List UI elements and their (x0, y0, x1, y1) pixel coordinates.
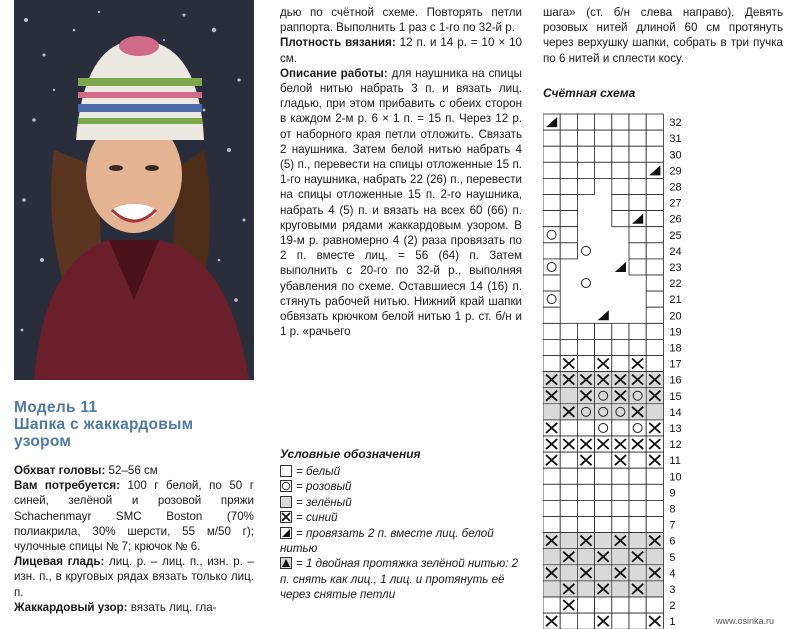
chart-cell (646, 500, 663, 516)
chart-row-number: 29 (669, 165, 682, 178)
chart-cell (543, 259, 560, 275)
legend-k2tog-label: = провязать 2 п. вместе лиц. белой нитью (280, 526, 494, 556)
chart-cell (646, 275, 663, 291)
chart-cell (543, 597, 560, 613)
need-text: 100 г белой, по 50 г синей, зелёной и розовой пряжи Schachenmayr SMC Boston (70% полиакрила, 30% шерсти, 55 м/50 г); чулочные спицы № 7; крючок № 6. (14, 479, 254, 554)
chart-circle-mark (582, 246, 591, 255)
chart-row-number: 11 (669, 455, 681, 468)
chart-cell-grey (612, 581, 628, 596)
chart-cell (560, 227, 577, 243)
left-text-column (14, 463, 254, 615)
chart-cell (577, 484, 594, 500)
chart-cell (612, 195, 629, 211)
chart-row-number: 23 (669, 262, 682, 274)
middle-text-column (280, 5, 522, 339)
chart-cell (646, 195, 663, 211)
chart-cell (560, 146, 577, 162)
chart-cell (612, 484, 629, 500)
chart-row-number: 25 (669, 229, 682, 242)
chart-row-number: 4 (669, 567, 676, 580)
chart-cell-grey (561, 388, 577, 403)
chart-cell (543, 114, 560, 130)
right-cont-text: шага» (ст. б/н слева направо). Девять розовых нитей длиной 60 см протянуть через верхушку шапки, собрать в три пучка по 6 нитей и сплести косу. (543, 6, 783, 65)
legend-green-label: = зелёный (296, 495, 352, 509)
cross-swatch-icon (280, 511, 292, 523)
chart-row-number: 15 (669, 390, 682, 403)
chart-cell (629, 114, 646, 130)
chart-cell (595, 114, 612, 130)
chart-cell (560, 211, 577, 227)
chart-cell (595, 597, 612, 613)
chart-cell (612, 211, 629, 227)
chart-row-number: 26 (669, 213, 682, 226)
knitting-chart (543, 112, 738, 629)
chart-cell (629, 323, 646, 339)
chart-cell (612, 517, 629, 533)
glad-label: Лицевая гладь: (14, 555, 105, 569)
chart-cell (612, 339, 629, 355)
chart-cell (629, 243, 646, 259)
chart-cell (612, 323, 629, 339)
chart-cell (543, 162, 560, 178)
chart-cell (560, 517, 577, 533)
chart-cell-grey (561, 565, 577, 580)
chart-cell (629, 339, 646, 355)
density-label: Плотность вязания: (280, 36, 396, 50)
chart-triangle-mark (598, 310, 609, 320)
chart-cell-grey (561, 533, 577, 548)
chart-cell-grey (630, 533, 646, 548)
chart-cell (560, 339, 577, 355)
chart-cell (612, 178, 629, 194)
chart-cell (646, 468, 663, 484)
need-label: Вам потребуется: (14, 479, 120, 493)
chart-cell (646, 114, 663, 130)
chart-row-number: 32 (669, 117, 682, 130)
circle-swatch-icon (280, 480, 292, 492)
legend-double (280, 556, 525, 602)
chart-cell (577, 500, 594, 516)
chart-cell (629, 517, 646, 533)
chart-row-number: 12 (669, 439, 682, 452)
chart-cell (646, 484, 663, 500)
chart-cell (560, 130, 577, 146)
chart-row-number: 14 (669, 406, 682, 419)
obhvat-label: Обхват головы: (14, 464, 106, 477)
legend-white (280, 464, 525, 479)
chart-cell (543, 227, 560, 243)
chart-row-number: 20 (669, 310, 682, 323)
model-title-line3: узором (14, 433, 72, 450)
chart-cell (595, 420, 612, 436)
chart-cell (595, 130, 612, 146)
chart-cell (646, 178, 663, 194)
chart-cell (560, 114, 577, 130)
chart-row-number: 24 (669, 245, 682, 258)
chart-cell (543, 130, 560, 146)
chart-row-number: 2 (669, 600, 676, 613)
chart-cell (612, 468, 629, 484)
chart-cell (543, 146, 560, 162)
chart-cell (646, 517, 663, 533)
chart-row-number: 17 (669, 358, 682, 371)
chart-cell (560, 243, 577, 259)
legend-title: Условные обозначения (280, 447, 421, 461)
chart-cell (577, 114, 594, 130)
chart-cell (646, 130, 663, 146)
chart-cell-grey (612, 549, 628, 564)
chart-row-number: 5 (669, 551, 676, 564)
obhvat-value: 52–56 см (108, 464, 158, 477)
legend-double-label: = 1 двойная протяжка зелёной нитью: 2 п. снять как лиц., 1 лиц. и протянуть её через снятые петли (280, 557, 519, 602)
filled-triangle-swatch-icon (280, 557, 292, 569)
chart-cell (543, 356, 560, 372)
chart-cell (612, 162, 629, 178)
chart-row-number: 28 (669, 181, 682, 194)
legend-blue (280, 510, 525, 525)
chart-cell (646, 307, 663, 323)
chart-cell (577, 613, 594, 629)
chart-cell (543, 307, 560, 323)
chart-cell (595, 517, 612, 533)
jacq-label: Жаккардовый узор: (14, 600, 128, 614)
legend-k2tog (280, 526, 525, 557)
chart-cell (629, 162, 646, 178)
chart-row-number: 7 (669, 519, 676, 532)
work-text: для наушника на спицы белой нитью набрать 3 п. и вязать лиц. гладью, при этом прибавить с обеих сторон в каждом 2-м р. 6 × 1 п. = 15 п. Через 12 р. от наборного края петли отложить. Связать 2 наушника. Затем белой нитью набрать 4 (5) п., перевести на спицы отложенные 15 п. 1-го наушника, набрать 22 (26) п., перевести на спицы отложенные 15 п. 2-го наушника, набрать 4 (5) п. и вязать на всех 60 (66) п. круговыми рядами жаккардовым узором. В 19-м р. равномерно 4 (2) раза провязать по 2 п. вместе лиц. = 56 (64) п. Затем выполнить с 20-го по 32-й р., выполняя убавления по схеме. Оставшиеся 14 (16) п. стянуть рабочей нитью. Нижний край шапки обвязать крючком белой нитью 1 р. ст. б/н и 1 р. «рачьего (280, 66, 522, 339)
chart-cell (543, 275, 560, 291)
chart-cell (646, 356, 663, 372)
chart-cell (577, 468, 594, 484)
chart-cell-grey (544, 581, 560, 596)
chart-cell (595, 339, 612, 355)
chart-cell (560, 323, 577, 339)
chart-row-number: 22 (669, 278, 682, 291)
chart-cell (629, 227, 646, 243)
chart-cell-grey (647, 581, 663, 596)
chart-cell (629, 146, 646, 162)
chart-cell (629, 468, 646, 484)
chart-cell (543, 211, 560, 227)
chart-cell (577, 162, 594, 178)
chart-cell-grey (544, 404, 560, 419)
chart-cell (543, 468, 560, 484)
chart-cell (543, 243, 560, 259)
middle-cont-text: дью по счётной схеме. Повторять петли раппорта. Выполнить 1 раз с 1-го по 32-й р. (280, 6, 522, 35)
chart-cell (560, 500, 577, 516)
chart-cell (577, 420, 594, 436)
chart-cell (577, 356, 594, 372)
chart-cell-grey (595, 388, 611, 403)
glad-text: лиц. р. – лиц. п., изн. р. – изн. п., в круговых рядах вязать только лиц. п. (14, 555, 254, 599)
chart-cell (577, 517, 594, 533)
chart-row-number: 10 (669, 471, 682, 484)
chart-cell (612, 420, 629, 436)
chart-cell (629, 420, 646, 436)
chart-cell-grey (595, 565, 611, 580)
chart-cell (629, 597, 646, 613)
chart-cell (629, 613, 646, 629)
chart-row-number: 3 (669, 584, 676, 596)
grey-swatch-icon (280, 496, 292, 508)
chart-cell (612, 146, 629, 162)
chart-cell (560, 484, 577, 500)
chart-cell (595, 500, 612, 516)
chart-row-number: 19 (669, 326, 682, 339)
legend-white-label: = белый (296, 465, 341, 478)
chart-cell (646, 323, 663, 339)
chart-cell (646, 259, 663, 275)
legend (280, 447, 525, 603)
chart-cell-grey (647, 404, 663, 419)
chart-cell (560, 178, 577, 194)
chart-cell (577, 178, 594, 194)
chart-cell-grey (595, 533, 611, 548)
chart-cell (543, 500, 560, 516)
chart-cell (629, 484, 646, 500)
chart-cell (595, 323, 612, 339)
triangle-swatch-icon (280, 527, 292, 539)
chart-triangle-mark (615, 262, 626, 272)
chart-cell (612, 613, 629, 629)
chart-cell (612, 597, 629, 613)
model-title (14, 399, 193, 450)
chart-cell (543, 517, 560, 533)
chart-row-number: 18 (669, 342, 682, 355)
chart-row-number: 6 (669, 535, 676, 548)
legend-pink (280, 479, 525, 494)
chart-cell-grey (630, 388, 646, 403)
chart-cell (543, 323, 560, 339)
right-text-column (543, 5, 783, 66)
chart-cell-grey (595, 404, 611, 419)
chart-cell (560, 452, 577, 468)
chart-cell (646, 597, 663, 613)
chart-cell (595, 146, 612, 162)
chart-cell (543, 339, 560, 355)
chart-cell (646, 339, 663, 355)
legend-blue-label: = синий (296, 511, 338, 525)
chart-cell (577, 339, 594, 355)
chart-cell (646, 211, 663, 227)
chart-cell (646, 291, 663, 307)
model-title-line2: Шапка с жаккардовым (14, 416, 194, 433)
chart-cell (646, 243, 663, 259)
chart-row-number: 21 (669, 294, 682, 307)
chart-cell (612, 356, 629, 372)
chart-cell (577, 323, 594, 339)
model-photo (14, 0, 254, 380)
chart-cell-grey (578, 404, 594, 419)
chart-cell (560, 162, 577, 178)
density-text: 12 п. и 14 р. = 10 × 10 см. (280, 36, 522, 65)
chart-cell (629, 452, 646, 468)
chart-cell (612, 500, 629, 516)
chart-cell (595, 484, 612, 500)
chart-cell-grey (544, 549, 560, 564)
chart-cell-grey (647, 549, 663, 564)
chart-cell (560, 420, 577, 436)
chart-cell (560, 468, 577, 484)
chart-cell (560, 613, 577, 629)
chart-cell (543, 178, 560, 194)
chart-row-number: 9 (669, 487, 676, 500)
white-swatch-icon (280, 465, 292, 477)
legend-green (280, 495, 525, 510)
chart-cell (629, 211, 646, 227)
chart-cell-grey (578, 549, 594, 564)
chart-cell-grey (630, 565, 646, 580)
chart-cell (595, 162, 612, 178)
chart-cell (629, 130, 646, 146)
chart-cell (629, 500, 646, 516)
model-title-line1: Модель 11 (14, 399, 98, 416)
chart-cell (612, 130, 629, 146)
site-url: www.osinka.ru (716, 616, 775, 626)
chart-cell (629, 259, 646, 275)
chart-cell (577, 130, 594, 146)
chart-cell-grey (612, 404, 628, 419)
chart-row-number: 1 (669, 616, 676, 629)
chart-cell (646, 227, 663, 243)
chart-cell (543, 484, 560, 500)
chart-cell (612, 114, 629, 130)
chart-row-number: 31 (669, 133, 682, 146)
chart-cell (560, 195, 577, 211)
chart-cell (629, 178, 646, 194)
chart-title: Счётная схема (543, 86, 636, 100)
jacq-text: вязать лиц. гла- (130, 600, 217, 614)
chart-cell (646, 146, 663, 162)
chart-row-number: 13 (669, 423, 682, 435)
chart-cell (595, 452, 612, 468)
legend-pink-label: = розовый (296, 480, 352, 494)
chart-cell (577, 597, 594, 613)
chart-row-number: 30 (669, 149, 682, 162)
chart-row-number: 16 (669, 374, 682, 387)
chart-row-number: 27 (669, 197, 682, 210)
chart-cell (629, 195, 646, 211)
chart-cell (543, 291, 560, 307)
chart-cell (595, 468, 612, 484)
chart-cell (543, 195, 560, 211)
chart-row-number: 8 (669, 503, 676, 516)
work-label: Описание работы: (280, 66, 388, 80)
chart-circle-mark (582, 279, 591, 288)
chart-cell (577, 146, 594, 162)
chart-cell-grey (578, 581, 594, 596)
